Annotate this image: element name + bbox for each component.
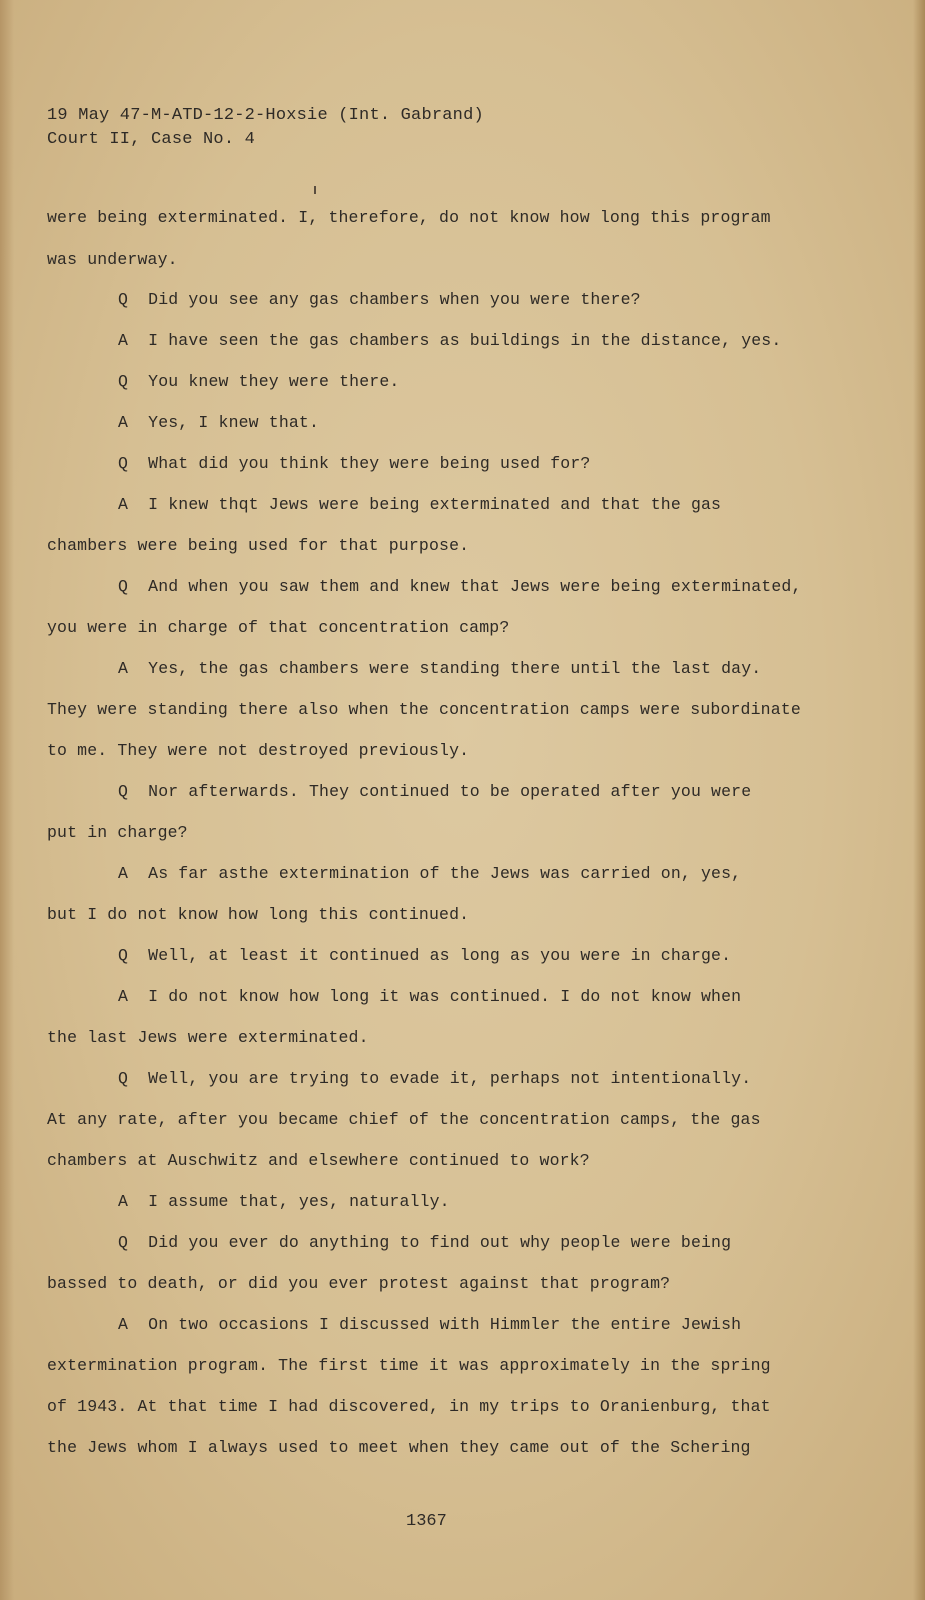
transcript-line: Q Well, at least it continued as long as you were in charge. <box>118 946 732 965</box>
stray-ink-mark <box>314 186 316 194</box>
transcript-line: Q And when you saw them and knew that Jews were being exterminated, <box>118 577 802 596</box>
transcript-line: Q Did you see any gas chambers when you were there? <box>118 290 641 309</box>
transcript-line: Q Did you ever do anything to find out why people were being <box>118 1233 732 1252</box>
transcript-line: the last Jews were exterminated. <box>47 1028 369 1047</box>
page-number: 1367 <box>406 1512 447 1531</box>
transcript-line: A As far asthe extermination of the Jews was carried on, yes, <box>118 864 742 883</box>
transcript-line: of 1943. At that time I had discovered, in my trips to Oranienburg, that <box>47 1397 771 1416</box>
transcript-line: They were standing there also when the concentration camps were subordinate <box>47 700 801 719</box>
transcript-line: chambers were being used for that purpose. <box>47 536 470 555</box>
transcript-line: Q You knew they were there. <box>118 372 400 391</box>
transcript-line: At any rate, after you became chief of the concentration camps, the gas <box>47 1110 761 1129</box>
transcript-line: A On two occasions I discussed with Himmler the entire Jewish <box>118 1315 742 1334</box>
transcript-line: Q What did you think they were being used for? <box>118 454 591 473</box>
transcript-line: A Yes, the gas chambers were standing there until the last day. <box>118 659 762 678</box>
transcript-line: A I knew thqt Jews were being exterminated and that the gas <box>118 495 722 514</box>
transcript-line: you were in charge of that concentration camp? <box>47 618 510 637</box>
transcript-line: A Yes, I knew that. <box>118 413 320 432</box>
transcript-line: bassed to death, or did you ever protest against that program? <box>47 1274 671 1293</box>
transcript-line: A I have seen the gas chambers as buildings in the distance, yes. <box>118 331 782 350</box>
header-court-case: Court II, Case No. 4 <box>47 130 256 149</box>
transcript-line: to me. They were not destroyed previously. <box>47 741 470 760</box>
transcript-line: A I do not know how long it was continued. I do not know when <box>118 987 742 1006</box>
page-edge-shadow-left <box>0 0 14 1600</box>
transcript-line: the Jews whom I always used to meet when they came out of the Schering <box>47 1438 751 1457</box>
transcript-line: chambers at Auschwitz and elsewhere continued to work? <box>47 1151 590 1170</box>
transcript-line: A I assume that, yes, naturally. <box>118 1192 450 1211</box>
transcript-line: extermination program. The first time it was approximately in the spring <box>47 1356 771 1375</box>
transcript-line: were being exterminated. I, therefore, do not know how long this program <box>47 208 771 227</box>
transcript-line: put in charge? <box>47 823 188 842</box>
header-document-id: 19 May 47-M-ATD-12-2-Hoxsie (Int. Gabrand) <box>47 106 484 125</box>
transcript-line: Q Nor afterwards. They continued to be operated after you were <box>118 782 752 801</box>
transcript-line: was underway. <box>47 250 178 269</box>
transcript-line: Q Well, you are trying to evade it, perhaps not intentionally. <box>118 1069 752 1088</box>
transcript-line: but I do not know how long this continued. <box>47 905 470 924</box>
page-edge-shadow-right <box>913 0 925 1600</box>
